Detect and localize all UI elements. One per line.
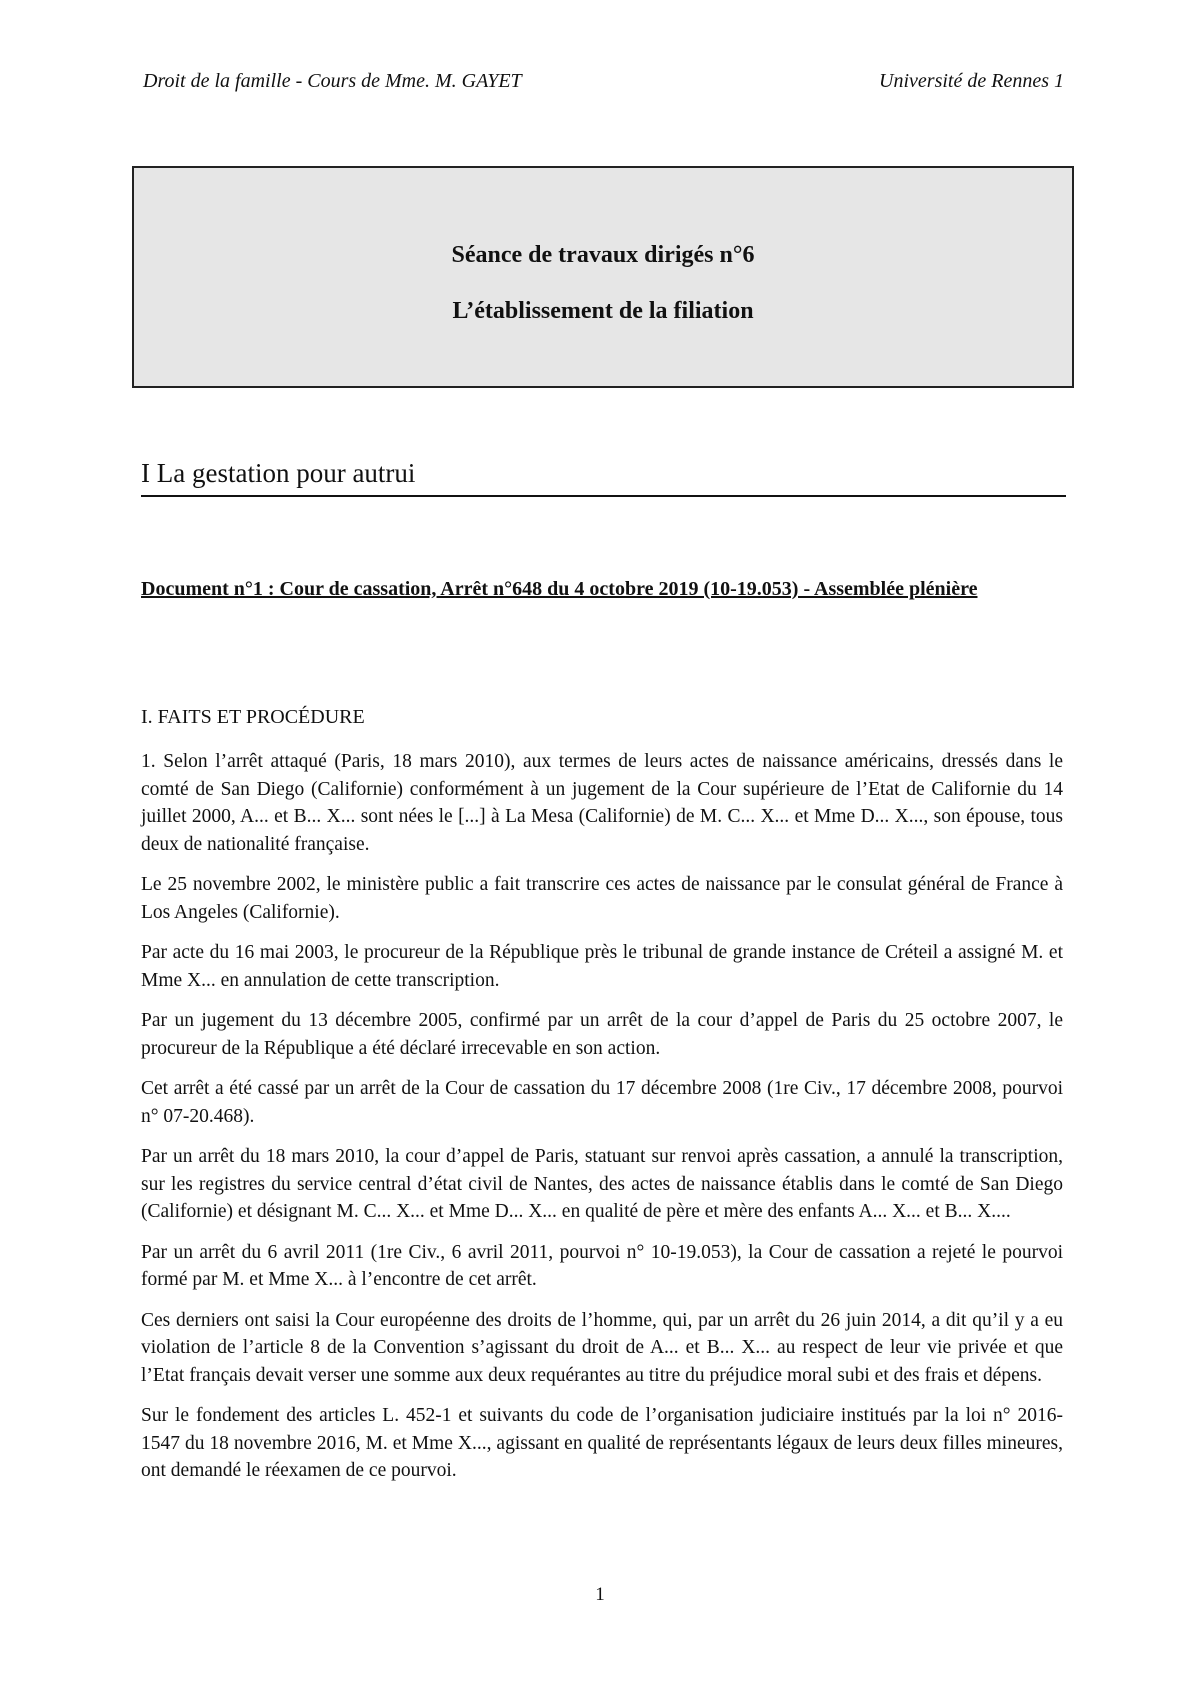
section-heading: I La gestation pour autrui	[141, 458, 1066, 497]
facts-procedure-heading: I. FAITS ET PROCÉDURE	[141, 706, 365, 728]
paragraph: Par un jugement du 13 décembre 2005, confirmé par un arrêt de la cour d’appel de Paris du 25 octobre 2007, le procureur de la République a été déclaré irrecevable en son action.	[141, 1010, 1063, 1059]
paragraph: Cet arrêt a été cassé par un arrêt de la Cour de cassation du 17 décembre 2008 (1re Civ., 17 décembre 2008, pourvoi n° 07-20.468).	[141, 1078, 1063, 1127]
paragraph: 1. Selon l’arrêt attaqué (Paris, 18 mars 2010), aux termes de leurs actes de naissance américains, dressés dans le comté de San Diego (Californie) conformément à un jugement de la Cour supérieure de l’Etat de Californie du 14 juillet 2000, A... et B... X... sont nées le [...] à La Mesa (Californie) de M. C... X... et Mme D... X..., son épouse, tous deux de nationalité française.	[141, 751, 1063, 855]
document-body	[141, 748, 1063, 1498]
session-subtitle: L’établissement de la filiation	[452, 298, 754, 324]
title-box	[132, 166, 1074, 388]
paragraph: Ces derniers ont saisi la Cour européenne des droits de l’homme, qui, par un arrêt du 26 juin 2014, a dit qu’il y a eu violation de l’article 8 de la Convention s’agissant du droit de A... et B... X... au respect de leur vie privée et que l’Etat français devait verser une somme aux deux requérantes au titre du préjudice moral subi et des frais et dépens.	[141, 1309, 1063, 1386]
paragraph: Par un arrêt du 6 avril 2011 (1re Civ., 6 avril 2011, pourvoi n° 10-19.053), la Cour de cassation a rejeté le pourvoi formé par M. et Mme X... à l’encontre de cet arrêt.	[141, 1241, 1063, 1290]
header-university: Université de Rennes 1	[879, 70, 1064, 92]
session-title: Séance de travaux dirigés n°6	[451, 242, 755, 268]
paragraph: Par un arrêt du 18 mars 2010, la cour d’appel de Paris, statuant sur renvoi après cassation, a annulé la transcription, sur les registres du service central d’état civil de Nantes, des actes de naissance établis dans le comté de San Diego (Californie) et désignant M. C... X... et Mme D... X... en qualité de père et mère des enfants A... X... et B... X....	[141, 1146, 1063, 1222]
page-number: 1	[595, 1584, 605, 1605]
paragraph: Par acte du 16 mai 2003, le procureur de la République près le tribunal de grande instance de Créteil a assigné M. et Mme X... en annulation de cette transcription.	[141, 942, 1063, 991]
document-reference: Document n°1 : Cour de cassation, Arrêt n°648 du 4 octobre 2019 (10-19.053) - Assemblée plénière	[141, 578, 978, 600]
paragraph: Le 25 novembre 2002, le ministère public a fait transcrire ces actes de naissance par le consulat général de France à Los Angeles (Californie).	[141, 874, 1063, 923]
header-course-title: Droit de la famille - Cours de Mme. M. GAYET	[143, 70, 522, 92]
paragraph: Sur le fondement des articles L. 452-1 et suivants du code de l’organisation judiciaire institués par la loi n° 2016-1547 du 18 novembre 2016, M. et Mme X..., agissant en qualité de représentants légaux de leurs deux filles mineures, ont demandé le réexamen de ce pourvoi.	[141, 1405, 1063, 1481]
